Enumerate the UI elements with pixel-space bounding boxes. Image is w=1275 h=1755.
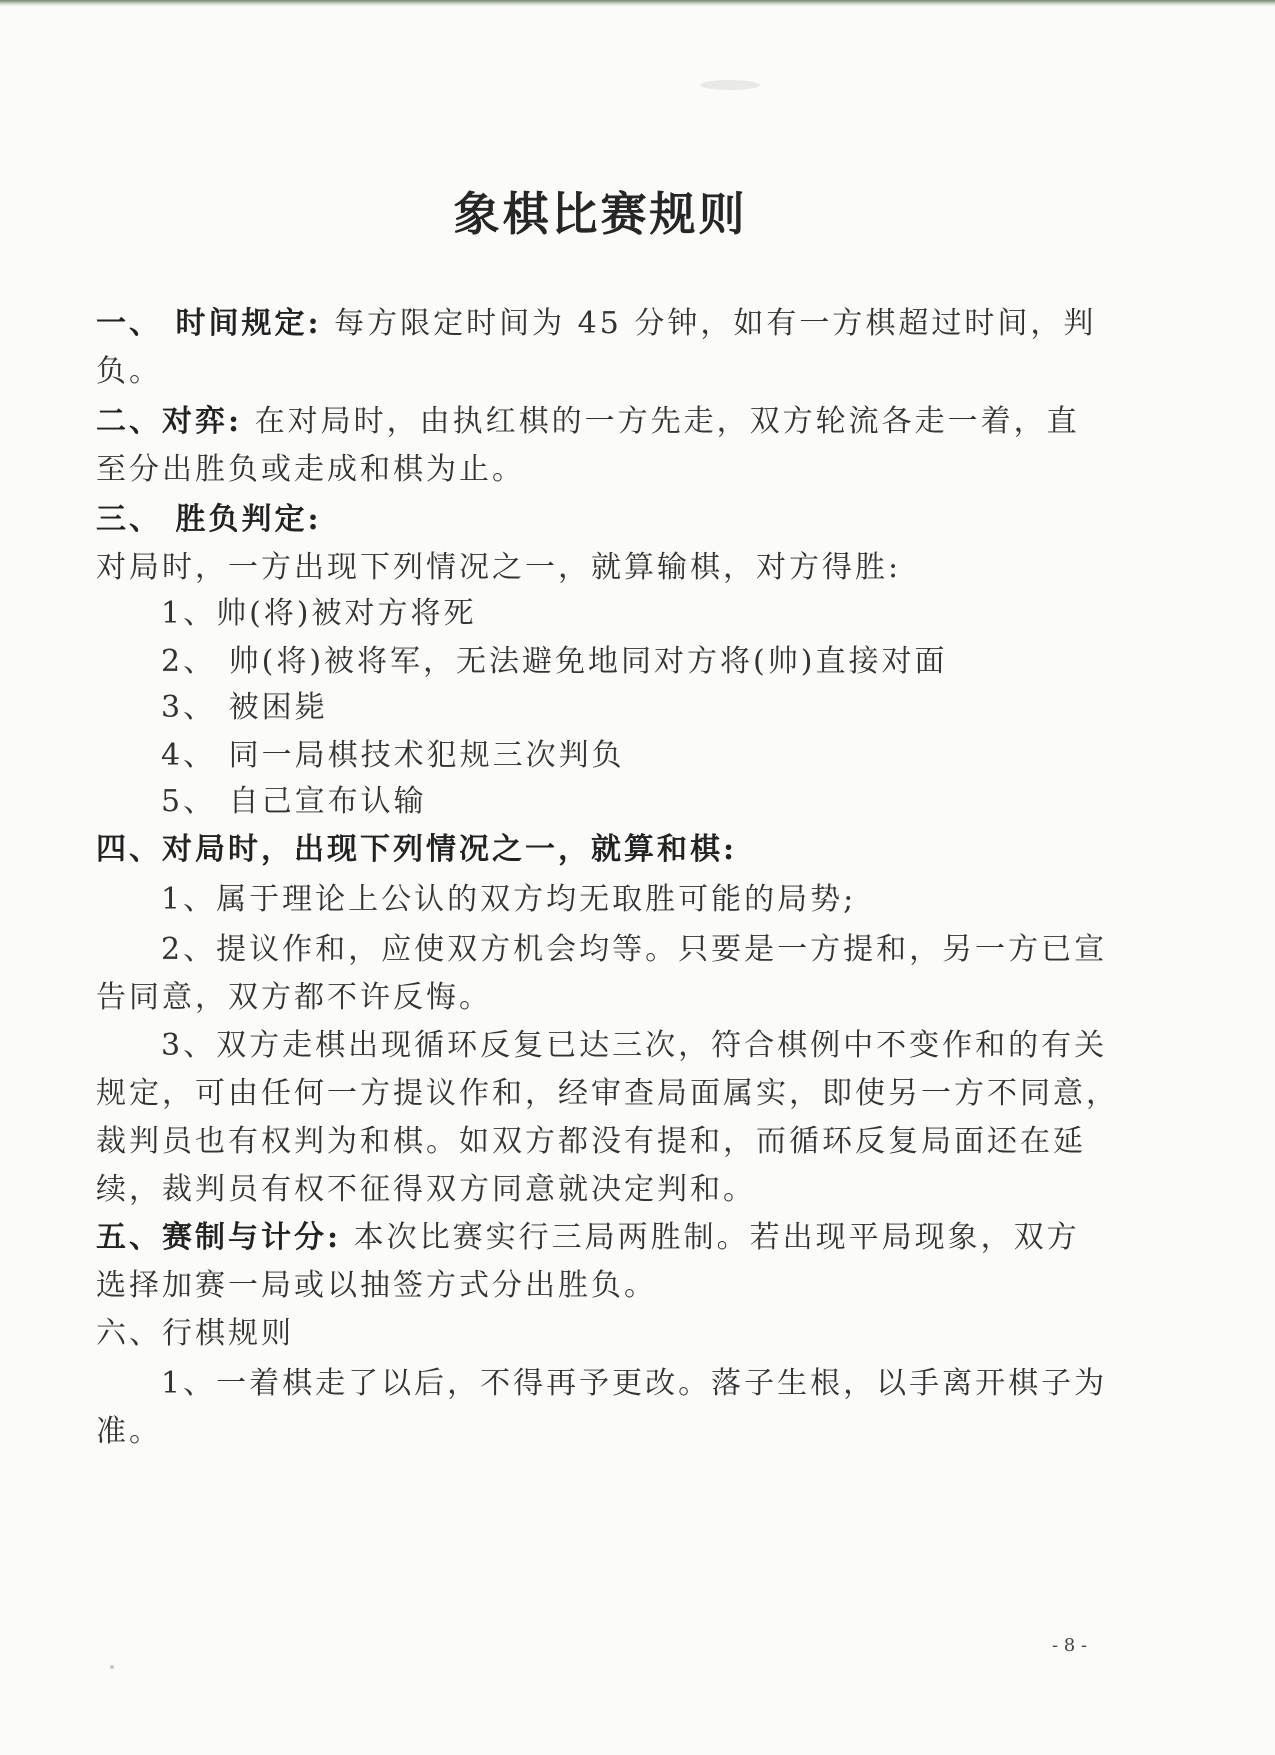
section-heading: 三、 胜负判定: [96,502,322,537]
list-item: 5、 自己宣布认输 [161,784,427,819]
list-item: 3、双方走棋出现循环反复已达三次，符合棋例中不变作和的有关 [161,1028,1108,1063]
scan-speck [700,80,760,90]
line-2: 负。 [96,354,162,389]
line-15: 告同意，双方都不许反悔。 [96,980,492,1015]
line-24: 准。 [96,1414,162,1449]
line-1 [96,298,1096,342]
line-6: 对局时，一方出现下列情况之一，就算输棋，对方得胜: [96,550,902,585]
list-item: 2、提议作和，应使双方机会均等。只要是一方提和，另一方已宣 [161,932,1108,967]
paragraph-text: 本次比赛实行三局两胜制。若出现平局现象，双方 [341,1220,1080,1255]
list-item: 1、帅(将)被对方将死 [161,596,477,631]
section-heading: 五、赛制与计分: [96,1220,342,1255]
document-title: 象棋比赛规则 [453,187,748,241]
scan-speck [110,1665,114,1669]
line-19: 续，裁判员有权不征得双方同意就决定判和。 [96,1172,756,1207]
line-4: 至分出胜负或走成和棋为止。 [96,452,525,487]
paragraph-text: 在对局时，由执红棋的一方先走，双方轮流各走一着，直 [242,404,1080,439]
section-heading: 一、 时间规定: [96,306,322,341]
section-heading: 二、对弈: [96,404,243,439]
list-item: 1、一着棋走了以后，不得再予更改。落子生根，以手离开棋子为 [161,1366,1108,1401]
page-number: - 8 - [1052,1635,1088,1656]
line-21: 选择加赛一局或以抽签方式分出胜负。 [96,1268,657,1303]
line-22: 六、行棋规则 [96,1316,294,1351]
scan-edge [0,0,1275,6]
line-20 [96,1212,1080,1256]
paragraph-text: 每方限定时间为 45 分钟，如有一方棋超过时间，判 [321,306,1097,341]
line-17: 规定，可由任何一方提议作和，经审查局面属实，即使另一方不同意， [96,1076,1119,1111]
section-heading: 四、对局时，出现下列情况之一，就算和棋: [96,832,738,867]
list-item: 4、 同一局棋技术犯规三次判负 [161,738,625,773]
list-item: 3、 被困毙 [161,690,328,725]
line-18: 裁判员也有权判为和棋。如双方都没有提和，而循环反复局面还在延 [96,1124,1086,1159]
line-3 [96,396,1080,440]
list-item: 2、 帅(将)被将军，无法避免地同对方将(帅)直接对面 [161,644,948,679]
list-item: 1、属于理论上公认的双方均无取胜可能的局势; [161,882,857,917]
